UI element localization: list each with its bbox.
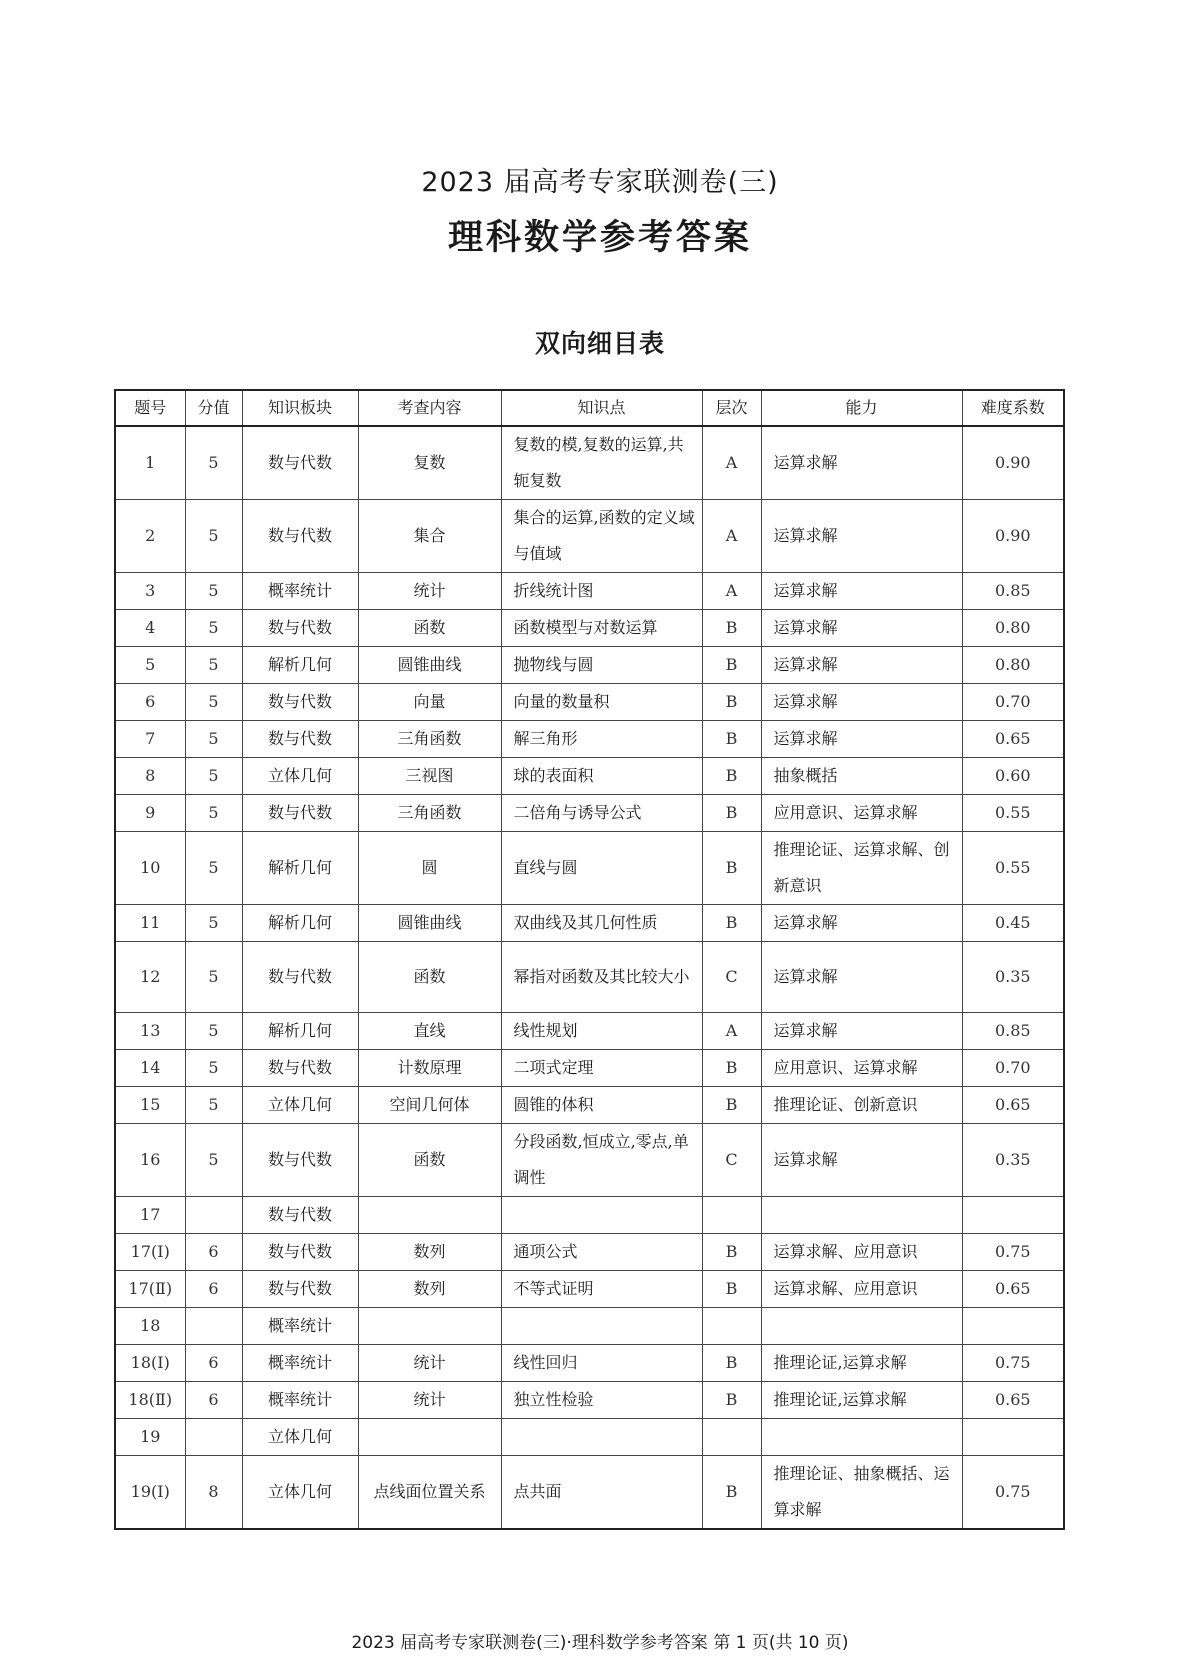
knowledge-block-cell: 数与代数 (242, 426, 358, 500)
score-cell: 5 (185, 1013, 242, 1050)
exam-content-cell (358, 1197, 501, 1234)
level-cell: B (702, 758, 761, 795)
col-header: 题号 (115, 390, 185, 426)
table-row (115, 1419, 1064, 1456)
col-header: 能力 (761, 390, 962, 426)
score-cell (185, 1419, 242, 1456)
level-cell: C (702, 1124, 761, 1197)
score-cell (185, 1197, 242, 1234)
score-cell: 6 (185, 1234, 242, 1271)
question-number-cell: 14 (115, 1050, 185, 1087)
knowledge-block-cell: 解析几何 (242, 832, 358, 905)
level-cell: B (702, 721, 761, 758)
difficulty-cell: 0.90 (962, 500, 1064, 573)
level-cell: B (702, 1271, 761, 1308)
question-number-cell: 17 (115, 1197, 185, 1234)
table-row (115, 1382, 1064, 1419)
score-cell: 5 (185, 758, 242, 795)
score-cell (185, 1308, 242, 1345)
ability-cell: 运算求解 (761, 942, 962, 1013)
exam-content-cell (358, 1419, 501, 1456)
exam-content-cell: 数列 (358, 1234, 501, 1271)
knowledge-point-cell: 线性回归 (501, 1345, 702, 1382)
level-cell: B (702, 684, 761, 721)
question-number-cell: 10 (115, 832, 185, 905)
question-number-cell: 1 (115, 426, 185, 500)
table-row (115, 684, 1064, 721)
knowledge-block-cell: 立体几何 (242, 1087, 358, 1124)
ability-cell: 推理论证,运算求解 (761, 1382, 962, 1419)
level-cell: A (702, 1013, 761, 1050)
knowledge-block-cell: 立体几何 (242, 1456, 358, 1530)
score-cell: 6 (185, 1345, 242, 1382)
knowledge-point-cell: 点共面 (501, 1456, 702, 1530)
col-header: 难度系数 (962, 390, 1064, 426)
difficulty-cell: 0.75 (962, 1345, 1064, 1382)
question-number-cell: 18(Ⅱ) (115, 1382, 185, 1419)
exam-content-cell: 点线面位置关系 (358, 1456, 501, 1530)
level-cell: B (702, 905, 761, 942)
table-row (115, 426, 1064, 500)
difficulty-cell: 0.70 (962, 684, 1064, 721)
difficulty-cell: 0.70 (962, 1050, 1064, 1087)
knowledge-point-cell: 二项式定理 (501, 1050, 702, 1087)
score-cell: 5 (185, 500, 242, 573)
ability-cell: 应用意识、运算求解 (761, 1050, 962, 1087)
difficulty-cell: 0.65 (962, 721, 1064, 758)
table-row (115, 1013, 1064, 1050)
knowledge-point-cell: 抛物线与圆 (501, 647, 702, 684)
exam-title: 2023 届高考专家联测卷(三) (421, 167, 779, 198)
level-cell: A (702, 426, 761, 500)
score-cell: 5 (185, 426, 242, 500)
ability-cell (761, 1419, 962, 1456)
difficulty-cell: 0.75 (962, 1234, 1064, 1271)
table-title: 双向细目表 (534, 329, 665, 358)
question-number-cell: 17(Ⅰ) (115, 1234, 185, 1271)
ability-cell: 应用意识、运算求解 (761, 795, 962, 832)
exam-content-cell: 数列 (358, 1271, 501, 1308)
exam-content-cell: 圆锥曲线 (358, 905, 501, 942)
exam-content-cell: 复数 (358, 426, 501, 500)
ability-cell: 运算求解 (761, 573, 962, 610)
knowledge-point-cell: 通项公式 (501, 1234, 702, 1271)
score-cell: 5 (185, 795, 242, 832)
exam-content-cell: 三角函数 (358, 721, 501, 758)
score-cell: 8 (185, 1456, 242, 1530)
knowledge-block-cell: 数与代数 (242, 795, 358, 832)
question-number-cell: 19(Ⅰ) (115, 1456, 185, 1530)
difficulty-cell: 0.85 (962, 573, 1064, 610)
level-cell: B (702, 1050, 761, 1087)
question-number-cell: 11 (115, 905, 185, 942)
table-row (115, 1271, 1064, 1308)
table-row (115, 610, 1064, 647)
answer-title: 理科数学参考答案 (447, 218, 752, 258)
exam-content-cell: 统计 (358, 1382, 501, 1419)
ability-cell: 运算求解 (761, 647, 962, 684)
question-number-cell: 3 (115, 573, 185, 610)
difficulty-cell: 0.55 (962, 795, 1064, 832)
knowledge-block-cell: 数与代数 (242, 684, 358, 721)
knowledge-block-cell: 数与代数 (242, 721, 358, 758)
knowledge-point-cell: 解三角形 (501, 721, 702, 758)
score-cell: 5 (185, 1087, 242, 1124)
knowledge-point-cell: 圆锥的体积 (501, 1087, 702, 1124)
question-number-cell: 19 (115, 1419, 185, 1456)
exam-content-cell: 函数 (358, 942, 501, 1013)
exam-content-cell: 统计 (358, 1345, 501, 1382)
ability-cell: 运算求解、应用意识 (761, 1271, 962, 1308)
knowledge-point-cell: 直线与圆 (501, 832, 702, 905)
level-cell: B (702, 1087, 761, 1124)
exam-content-cell: 三角函数 (358, 795, 501, 832)
ability-cell: 运算求解、应用意识 (761, 1234, 962, 1271)
ability-cell: 推理论证、抽象概括、运算求解 (761, 1456, 962, 1530)
table-header-row (115, 390, 1064, 426)
ability-cell: 运算求解 (761, 500, 962, 573)
knowledge-block-cell: 数与代数 (242, 1234, 358, 1271)
knowledge-point-cell: 双曲线及其几何性质 (501, 905, 702, 942)
difficulty-cell (962, 1308, 1064, 1345)
level-cell: A (702, 573, 761, 610)
ability-cell: 抽象概括 (761, 758, 962, 795)
knowledge-point-cell: 不等式证明 (501, 1271, 702, 1308)
knowledge-point-cell: 集合的运算,函数的定义域与值域 (501, 500, 702, 573)
exam-content-cell: 圆 (358, 832, 501, 905)
question-number-cell: 13 (115, 1013, 185, 1050)
ability-cell: 运算求解 (761, 610, 962, 647)
score-cell: 5 (185, 610, 242, 647)
ability-cell: 运算求解 (761, 905, 962, 942)
difficulty-cell: 0.90 (962, 426, 1064, 500)
knowledge-point-cell: 线性规划 (501, 1013, 702, 1050)
exam-content-cell: 函数 (358, 610, 501, 647)
difficulty-cell: 0.80 (962, 610, 1064, 647)
question-number-cell: 12 (115, 942, 185, 1013)
difficulty-cell: 0.65 (962, 1087, 1064, 1124)
score-cell: 5 (185, 721, 242, 758)
knowledge-block-cell: 解析几何 (242, 1013, 358, 1050)
difficulty-cell: 0.55 (962, 832, 1064, 905)
ability-cell: 推理论证、创新意识 (761, 1087, 962, 1124)
level-cell (702, 1197, 761, 1234)
question-number-cell: 2 (115, 500, 185, 573)
knowledge-block-cell: 概率统计 (242, 573, 358, 610)
table-row (115, 1308, 1064, 1345)
table-row (115, 832, 1064, 905)
ability-cell: 推理论证,运算求解 (761, 1345, 962, 1382)
difficulty-cell: 0.35 (962, 942, 1064, 1013)
table-row (115, 1234, 1064, 1271)
score-cell: 6 (185, 1382, 242, 1419)
knowledge-point-cell: 分段函数,恒成立,零点,单调性 (501, 1124, 702, 1197)
ability-cell: 运算求解 (761, 684, 962, 721)
difficulty-cell: 0.80 (962, 647, 1064, 684)
question-number-cell: 18 (115, 1308, 185, 1345)
difficulty-cell: 0.35 (962, 1124, 1064, 1197)
ability-cell: 运算求解 (761, 721, 962, 758)
score-cell: 5 (185, 684, 242, 721)
knowledge-block-cell: 数与代数 (242, 1050, 358, 1087)
table-row (115, 905, 1064, 942)
table-row (115, 1197, 1064, 1234)
ability-cell (761, 1197, 962, 1234)
knowledge-point-cell: 函数模型与对数运算 (501, 610, 702, 647)
level-cell (702, 1419, 761, 1456)
score-cell: 5 (185, 1050, 242, 1087)
difficulty-cell: 0.75 (962, 1456, 1064, 1530)
difficulty-cell: 0.60 (962, 758, 1064, 795)
exam-content-cell: 直线 (358, 1013, 501, 1050)
level-cell: B (702, 610, 761, 647)
table-row (115, 1124, 1064, 1197)
page-footer: 2023 届高考专家联测卷(三)·理科数学参考答案 第 1 页(共 10 页) (351, 1633, 849, 1653)
exam-content-cell: 圆锥曲线 (358, 647, 501, 684)
knowledge-block-cell: 解析几何 (242, 905, 358, 942)
table-row (115, 1087, 1064, 1124)
score-cell: 5 (185, 1124, 242, 1197)
exam-content-cell (358, 1308, 501, 1345)
difficulty-cell: 0.85 (962, 1013, 1064, 1050)
table-row (115, 573, 1064, 610)
question-number-cell: 18(Ⅰ) (115, 1345, 185, 1382)
level-cell: B (702, 1234, 761, 1271)
knowledge-block-cell: 立体几何 (242, 1419, 358, 1456)
knowledge-block-cell: 概率统计 (242, 1345, 358, 1382)
knowledge-point-cell: 复数的模,复数的运算,共轭复数 (501, 426, 702, 500)
ability-cell: 推理论证、运算求解、创新意识 (761, 832, 962, 905)
level-cell (702, 1308, 761, 1345)
level-cell: B (702, 647, 761, 684)
score-cell: 5 (185, 905, 242, 942)
knowledge-point-cell: 球的表面积 (501, 758, 702, 795)
col-header: 考查内容 (358, 390, 501, 426)
table-row (115, 721, 1064, 758)
col-header: 知识板块 (242, 390, 358, 426)
knowledge-point-cell: 二倍角与诱导公式 (501, 795, 702, 832)
table-row (115, 647, 1064, 684)
difficulty-cell: 0.45 (962, 905, 1064, 942)
knowledge-block-cell: 数与代数 (242, 1124, 358, 1197)
difficulty-cell: 0.65 (962, 1271, 1064, 1308)
knowledge-point-cell (501, 1308, 702, 1345)
question-number-cell: 15 (115, 1087, 185, 1124)
score-cell: 5 (185, 647, 242, 684)
score-cell: 6 (185, 1271, 242, 1308)
ability-cell: 运算求解 (761, 426, 962, 500)
col-header: 分值 (185, 390, 242, 426)
level-cell: B (702, 1382, 761, 1419)
knowledge-block-cell: 数与代数 (242, 1271, 358, 1308)
table-row (115, 500, 1064, 573)
level-cell: B (702, 795, 761, 832)
difficulty-cell (962, 1197, 1064, 1234)
question-number-cell: 5 (115, 647, 185, 684)
difficulty-cell: 0.65 (962, 1382, 1064, 1419)
difficulty-cell (962, 1419, 1064, 1456)
knowledge-block-cell: 概率统计 (242, 1308, 358, 1345)
exam-content-cell: 集合 (358, 500, 501, 573)
score-cell: 5 (185, 942, 242, 1013)
question-number-cell: 8 (115, 758, 185, 795)
knowledge-point-cell: 独立性检验 (501, 1382, 702, 1419)
table-row (115, 795, 1064, 832)
ability-cell: 运算求解 (761, 1124, 962, 1197)
exam-content-cell: 统计 (358, 573, 501, 610)
table-body (115, 426, 1064, 1529)
score-cell: 5 (185, 832, 242, 905)
table-row (115, 1050, 1064, 1087)
exam-content-cell: 计数原理 (358, 1050, 501, 1087)
knowledge-point-cell: 幂指对函数及其比较大小 (501, 942, 702, 1013)
knowledge-block-cell: 概率统计 (242, 1382, 358, 1419)
exam-content-cell: 空间几何体 (358, 1087, 501, 1124)
level-cell: A (702, 500, 761, 573)
col-header: 知识点 (501, 390, 702, 426)
knowledge-point-cell: 向量的数量积 (501, 684, 702, 721)
spec-table (114, 389, 1065, 1530)
knowledge-block-cell: 数与代数 (242, 610, 358, 647)
question-number-cell: 7 (115, 721, 185, 758)
level-cell: B (702, 1456, 761, 1530)
knowledge-block-cell: 立体几何 (242, 758, 358, 795)
knowledge-point-cell (501, 1419, 702, 1456)
table-row (115, 1345, 1064, 1382)
knowledge-block-cell: 数与代数 (242, 1197, 358, 1234)
level-cell: C (702, 942, 761, 1013)
question-number-cell: 6 (115, 684, 185, 721)
knowledge-block-cell: 数与代数 (242, 500, 358, 573)
knowledge-point-cell: 折线统计图 (501, 573, 702, 610)
score-cell: 5 (185, 573, 242, 610)
question-number-cell: 4 (115, 610, 185, 647)
table-row (115, 1456, 1064, 1530)
level-cell: B (702, 1345, 761, 1382)
knowledge-block-cell: 解析几何 (242, 647, 358, 684)
level-cell: B (702, 832, 761, 905)
table-row (115, 758, 1064, 795)
exam-content-cell: 向量 (358, 684, 501, 721)
question-number-cell: 16 (115, 1124, 185, 1197)
exam-content-cell: 函数 (358, 1124, 501, 1197)
table-row (115, 942, 1064, 1013)
question-number-cell: 17(Ⅱ) (115, 1271, 185, 1308)
knowledge-block-cell: 数与代数 (242, 942, 358, 1013)
ability-cell: 运算求解 (761, 1013, 962, 1050)
exam-content-cell: 三视图 (358, 758, 501, 795)
col-header: 层次 (702, 390, 761, 426)
knowledge-point-cell (501, 1197, 702, 1234)
question-number-cell: 9 (115, 795, 185, 832)
ability-cell (761, 1308, 962, 1345)
